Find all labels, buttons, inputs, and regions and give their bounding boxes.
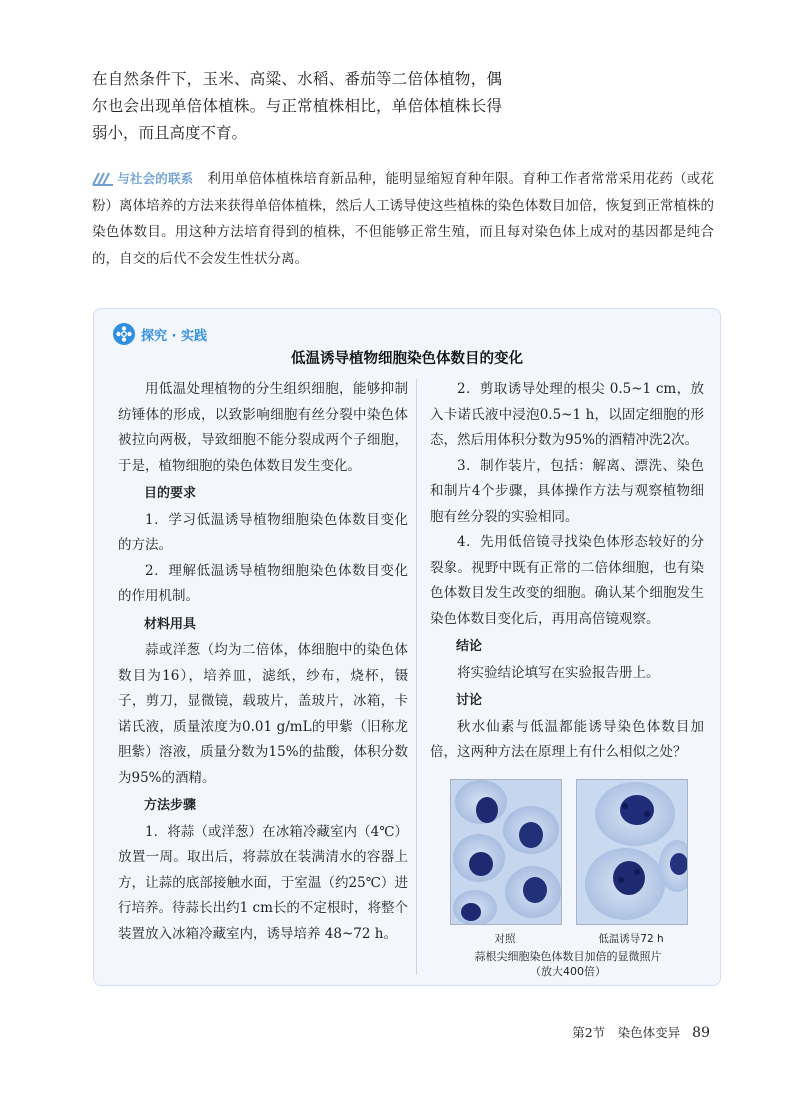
goal-item: 1．学习低温诱导植物细胞染色体数目变化的方法。 xyxy=(118,511,408,553)
box-label: 探究 · 实践 xyxy=(141,328,207,344)
conclusion-text: 将实验结论填写在实验报告册上。 xyxy=(457,664,660,681)
method-step: 2．剪取诱导处理的根尖 0.5~1 cm，放入卡诺氏液中浸泡0.5~1 h，以固定细胞的形态，然后用体积分数为95%的酒精冲洗2次。 xyxy=(430,381,704,448)
low-temperature-label: 低温诱导72 h xyxy=(598,933,664,945)
heading-method: 方法步骤 xyxy=(144,798,197,813)
link-stripes-icon xyxy=(92,172,114,186)
micrograph-figure xyxy=(450,779,686,945)
method-step: 1．将蒜（或洋葱）在冰箱冷藏室内（4℃）放置一周。取出后，将蒜放在装满清水的容器上方，让蒜的底部接触水面，于室温（约25℃）进行培养。待蒜长出约1 cm长的不定根时，将整个装置放入冰箱冷藏室内，诱导培养 48~72 h。 xyxy=(118,823,408,942)
caption-line: 蒜根尖细胞染色体数目加倍的显微照片 xyxy=(474,950,662,963)
right-column xyxy=(430,377,704,766)
page-number: 89 xyxy=(692,1025,710,1041)
method-step: 3．制作装片，包括：解离、漂洗、染色和制片4个步骤，具体操作方法与观察植物细胞有丝分裂的实验相同。 xyxy=(430,457,704,525)
heading-discussion: 讨论 xyxy=(456,693,483,708)
box-header xyxy=(112,322,207,346)
society-connection xyxy=(92,166,714,272)
left-column xyxy=(118,377,408,947)
heading-conclusion: 结论 xyxy=(456,639,483,654)
column-divider xyxy=(416,379,417,975)
intro-paragraph: 在自然条件下，玉米、高粱、水稻、番茄等二倍体植物，偶尔也会出现单倍体植株。与正常植株相比，单倍体植株长得弱小，而且高度不育。 xyxy=(92,70,502,142)
heading-materials: 材料用具 xyxy=(144,616,197,632)
section-title: 第2节 染色体变异 xyxy=(572,1025,681,1040)
inquiry-practice-box xyxy=(93,308,721,986)
goal-item: 2．理解低温诱导植物细胞染色体数目变化的作用机制。 xyxy=(118,562,408,604)
control-label: 对照 xyxy=(494,933,516,945)
figure-caption xyxy=(424,949,712,979)
society-tag xyxy=(92,171,193,186)
heading-goal: 目的要求 xyxy=(144,486,197,501)
society-text: 利用单倍体植株培育新品种，能明显缩短育种年限。育种工作者常常采用花药（或花粉）离体培养的方法来获得单倍体植株，然后人工诱导使这些植株的染色体数目加倍，恢复到正常植株的染色体数目。用这种方法培育得到的植株，不但能够正常生殖，而且每对染色体上成对的基因都是纯合的，自交的后代不会发生性状分离。 xyxy=(92,171,714,267)
caption-line: （放大400倍） xyxy=(530,965,606,978)
control-micrograph xyxy=(450,779,562,925)
materials-text: 蒜或洋葱（均为二倍体，体细胞中的染色体数目为16），培养皿，滤纸，纱布，烧杯，镊子，剪刀，显微镜，载玻片，盖玻片，冰箱，卡诺氏液，质量浓度为0.01 g/mL的甲紫（旧称龙胆紫）溶液，质量分数为15%的盐酸，体积分数为95%的酒精。 xyxy=(118,642,408,786)
society-label: 与社会的联系 xyxy=(117,171,194,186)
box-title: 低温诱导植物细胞染色体数目的变化 xyxy=(291,351,523,367)
low-temperature-micrograph xyxy=(576,779,688,925)
discussion-text: 秋水仙素与低温都能诱导染色体数目加倍，这两种方法在原理上有什么相似之处？ xyxy=(430,718,704,760)
inquiry-icon xyxy=(112,322,136,346)
method-step: 4．先用低倍镜寻找染色体形态较好的分裂象。视野中既有正常的二倍体细胞，也有染色体数目发生改变的细胞。确认某个细胞发生染色体数目变化后，再用高倍镜观察。 xyxy=(430,534,704,627)
intro-text: 用低温处理植物的分生组织细胞，能够抑制纺锤体的形成，以致影响细胞有丝分裂中染色体被拉向两极，导致细胞不能分裂成两个子细胞，于是，植物细胞的染色体数目发生变化。 xyxy=(118,381,408,474)
page-footer xyxy=(572,1023,710,1041)
